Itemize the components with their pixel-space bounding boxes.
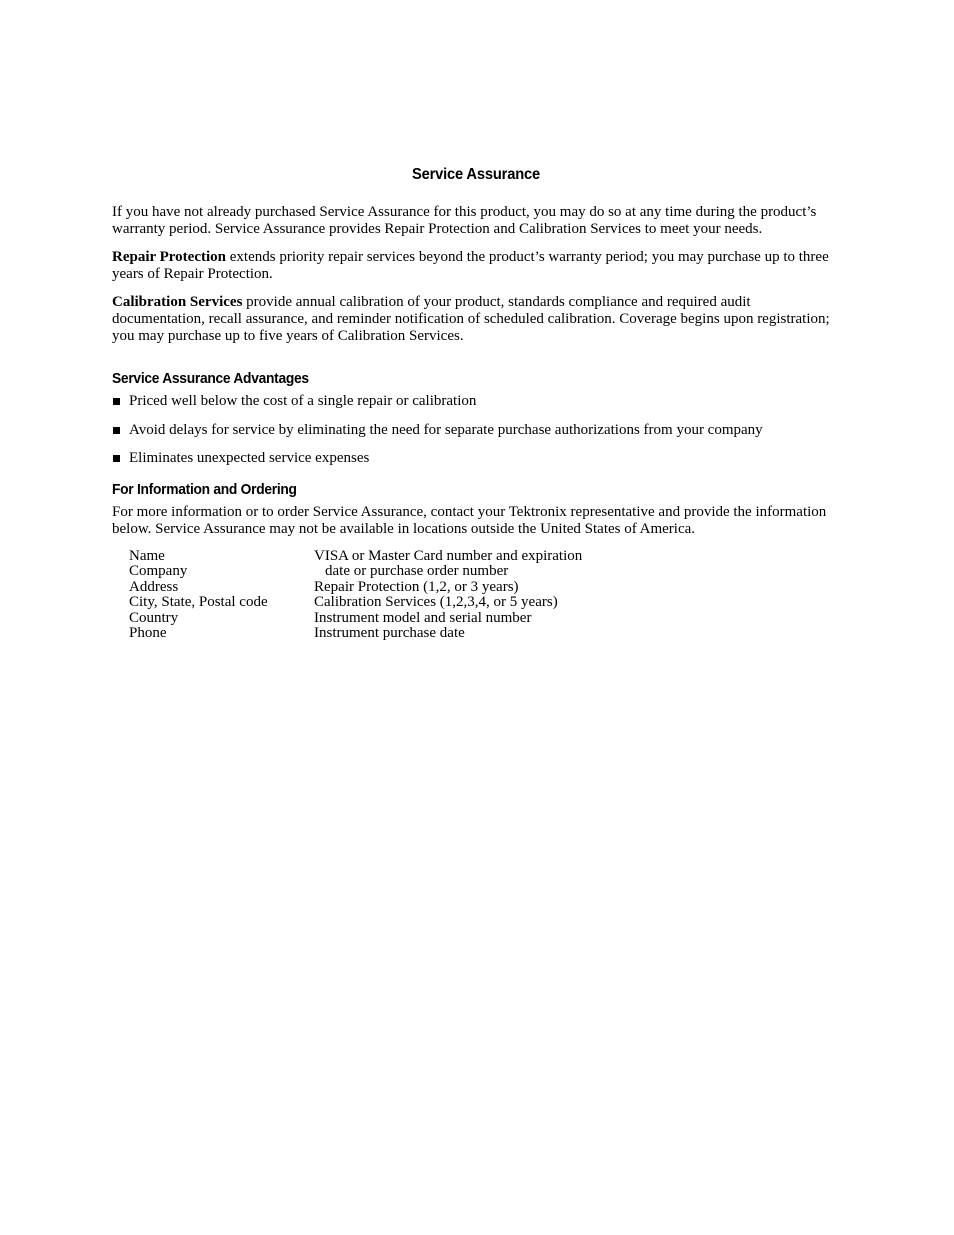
table-row — [129, 595, 582, 611]
list-item — [112, 422, 840, 439]
calibration-services-term: Calibration Services — [112, 294, 243, 310]
table-cell: date or purchase order number — [325, 563, 509, 580]
table-row — [129, 580, 582, 596]
page-title: Service Assurance — [411, 166, 541, 183]
table-cell: City, State, Postal code — [129, 594, 268, 611]
list-item-text: Priced well below the cost of a single repair or calibration — [129, 393, 477, 409]
table-cell: VISA or Master Card number and expiration — [314, 547, 583, 564]
repair-protection-text: extends priority repair services beyond the product’s warranty period; you may purchase up to three years of Repair Protection. — [112, 249, 829, 282]
table-cell: Company — [129, 563, 188, 580]
repair-protection-term: Repair Protection — [112, 249, 227, 265]
table-row — [129, 549, 582, 565]
list-item — [112, 450, 840, 467]
table-cell: Calibration Services (1,2,3,4, or 5 years) — [314, 594, 558, 611]
repair-protection-paragraph — [112, 249, 840, 283]
table-cell: Repair Protection (1,2, or 3 years) — [314, 578, 519, 595]
list-item-text: Avoid delays for service by eliminating the need for separate purchase authorizations from your company — [129, 421, 763, 438]
square-bullet-icon — [113, 398, 120, 405]
advantages-heading: Service Assurance Advantages — [112, 370, 309, 387]
table-cell: Instrument purchase date — [314, 625, 465, 642]
calibration-services-paragraph — [112, 294, 840, 345]
table-row — [129, 611, 582, 627]
table-cell: Name — [129, 547, 165, 564]
table-row — [129, 564, 582, 580]
ordering-heading: For Information and Ordering — [112, 480, 297, 498]
list-item — [112, 393, 840, 410]
list-item-text: Eliminates unexpected service expenses — [129, 450, 370, 466]
advantages-list — [112, 393, 840, 467]
table-cell: Phone — [129, 625, 167, 642]
ordering-paragraph: For more information or to order Service Assurance, contact your Tektronix representative and provide the information below. Service Assurance may not be available in locations outside the United States of America. — [112, 503, 827, 537]
document-page — [112, 165, 840, 642]
table-cell: Instrument model and serial number — [314, 609, 532, 626]
table-cell: Country — [129, 609, 179, 626]
ordering-info-table — [129, 549, 582, 643]
table-cell: Address — [129, 578, 179, 595]
table-row — [129, 626, 582, 642]
intro-paragraph: If you have not already purchased Service Assurance for this product, you may do so at any time during the product’s warranty period. Service Assurance provides Repair Protection and Calibration Services to meet your needs. — [112, 204, 817, 237]
calibration-services-text: provide annual calibration of your product, standards compliance and required audit documentation, recall assurance, and reminder notification of scheduled calibration. Coverage begins upon registration; you may purchase up to five years of Calibration Services. — [112, 294, 830, 344]
square-bullet-icon — [113, 455, 120, 462]
square-bullet-icon — [113, 427, 120, 434]
